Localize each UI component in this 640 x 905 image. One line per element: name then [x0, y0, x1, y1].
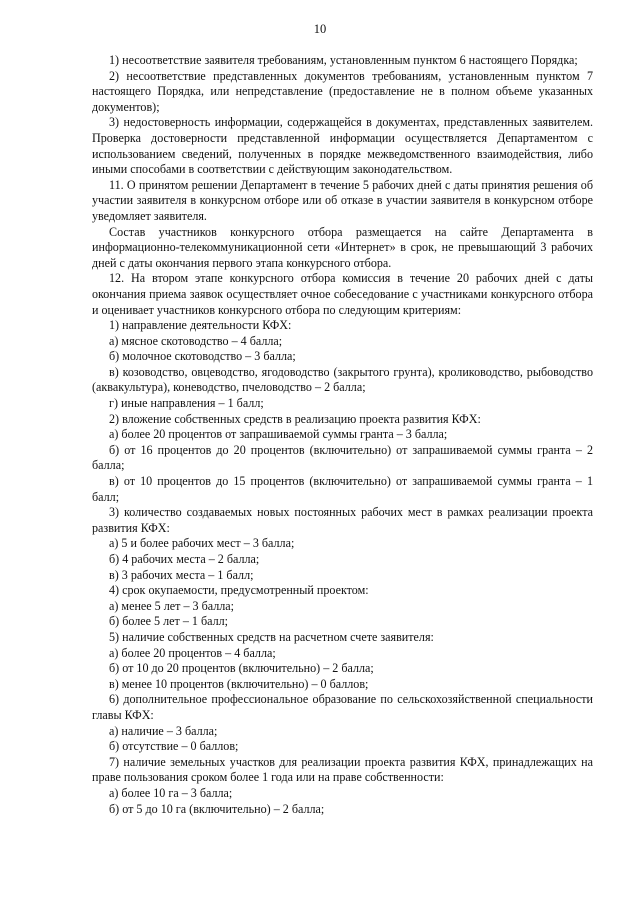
page-number: 10	[313, 22, 327, 36]
paragraph: а) наличие – 3 балла;	[109, 723, 218, 738]
paragraph: б) 4 рабочих места – 2 балла;	[109, 552, 260, 566]
paragraph: 2) вложение собственных средств в реализацию проекта развития КФХ:	[109, 411, 481, 426]
paragraph: 7) наличие земельных участков для реализации проекта развития КФХ, принадлежащих на праве пользования сроком более 1 года или на праве собственности:	[92, 754, 593, 785]
paragraph: г) иные направления – 1 балл;	[109, 396, 264, 411]
paragraph: в) от 10 процентов до 15 процентов (включительно) от запрашиваемой суммы гранта – 1 балл;	[92, 474, 593, 504]
paragraph: б) от 5 до 10 га (включительно) – 2 балла;	[109, 801, 325, 816]
paragraph: 12. На втором этапе конкурсного отбора комиссия в течение 20 рабочих дней с даты окончания приема заявок осуществляет очное собеседование с участниками конкурсного отбора и оценивает участников конкурсного отбора по следующим критериям:	[92, 271, 593, 317]
paragraph: 1) направление деятельности КФХ:	[109, 318, 292, 333]
paragraph: а) более 20 процентов – 4 балла;	[109, 645, 276, 660]
paragraph: б) отсутствие – 0 баллов;	[109, 739, 239, 754]
paragraph: в) козоводство, овцеводство, ягодоводство (закрытого грунта), кролиководство, рыбоводство (аквакультура), коневодство, пчеловодство – 2 балла;	[92, 364, 593, 395]
paragraph: в) 3 рабочих места – 1 балл;	[109, 567, 254, 582]
paragraph: а) мясное скотоводство – 4 балла;	[109, 333, 283, 348]
paragraph: 5) наличие собственных средств на расчетном счете заявителя:	[109, 629, 434, 644]
paragraph: в) менее 10 процентов (включительно) – 0 баллов;	[109, 676, 369, 691]
paragraph: б) молочное скотоводство – 3 балла;	[109, 349, 296, 364]
paragraph: а) более 20 процентов от запрашиваемой суммы гранта – 3 балла;	[109, 427, 448, 442]
paragraph: 6) дополнительное профессиональное образование по сельскохозяйственной специальности главы КФХ:	[92, 692, 593, 722]
paragraph: 4) срок окупаемости, предусмотренный проектом:	[109, 583, 369, 598]
paragraph: а) менее 5 лет – 3 балла;	[109, 598, 235, 613]
paragraph: 3) недостоверность информации, содержащейся в документах, представленных заявителем. Проверка достоверности представленной информации осуществляется Департаментом с использованием сведений, полученных в порядке межведомственного взаимодействия, либо иными способами в соответствии с действующим законодательством.	[92, 115, 593, 177]
paragraph: б) от 10 до 20 процентов (включительно) – 2 балла;	[109, 661, 374, 676]
paragraph: а) 5 и более рабочих мест – 3 балла;	[109, 536, 295, 551]
paragraph: 3) количество создаваемых новых постоянных рабочих мест в рамках реализации проекта развития КФХ:	[92, 505, 593, 535]
paragraph: б) от 16 процентов до 20 процентов (включительно) от запрашиваемой суммы гранта – 2 балла;	[92, 442, 593, 473]
paragraph: 2) несоответствие представленных документов требованиям, установленным пунктом 7 настоящего Порядка, или непредставление (предоставление не в полном объеме указанных документов);	[92, 68, 593, 114]
paragraph: 11. О принятом решении Департамент в течение 5 рабочих дней с даты принятия решения об участии заявителя в конкурсном отборе или об отказе в участии заявителя в конкурсном отборе уведомляет заявителя.	[92, 177, 593, 223]
paragraph: 1) несоответствие заявителя требованиям, установленным пунктом 6 настоящего Порядка;	[109, 53, 578, 67]
paragraph: б) более 5 лет – 1 балл;	[109, 614, 229, 629]
paragraph: Состав участников конкурсного отбора размещается на сайте Департамента в информационно-телекоммуникационной сети «Интернет» в срок, не превышающий 3 рабочих дней с даты окончания первого этапа конкурсного отбора.	[92, 224, 593, 270]
document-body	[92, 53, 593, 817]
paragraph: а) более 10 га – 3 балла;	[109, 785, 233, 800]
